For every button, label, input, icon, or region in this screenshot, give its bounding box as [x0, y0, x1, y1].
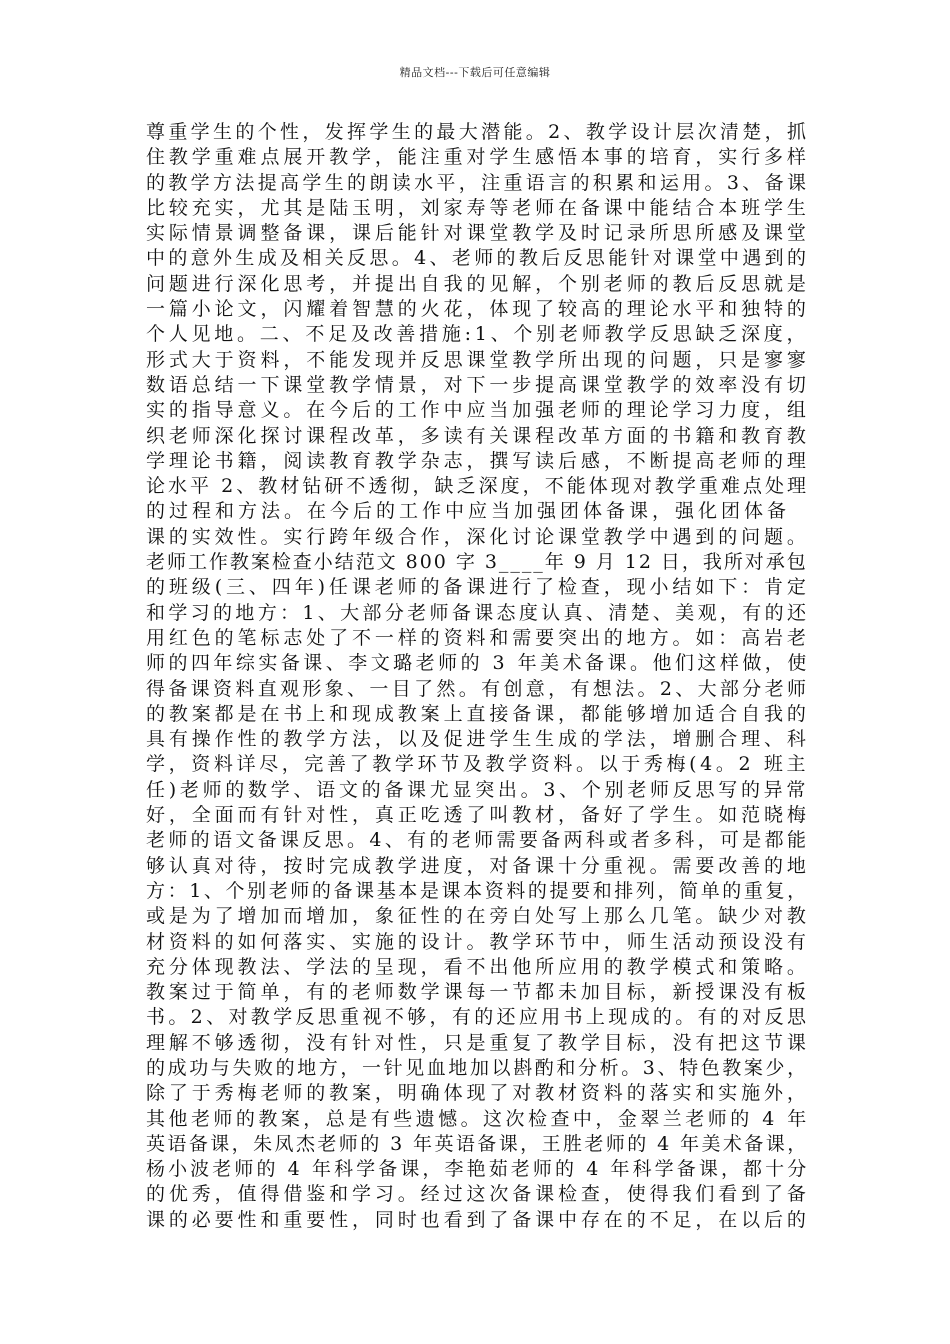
text-line: 具有操作性的教学方法，以及促进学生生成的学法，增删合理、科: [146, 728, 810, 751]
text-line: 一篇小论文，闪耀着智慧的火花，体现了较高的理论水平和独特的: [146, 298, 810, 321]
text-line: 实际情景调整备课，课后能针对课堂教学及时记录所思所感及课堂: [146, 222, 810, 245]
text-line: 织老师深化探讨课程改革，多读有关课程改革方面的书籍和教育教: [146, 424, 810, 447]
text-line: 比较充实，尤其是陆玉明，刘家寿等老师在备课中能结合本班学生: [146, 196, 810, 219]
text-line: 的教学方法提高学生的朗读水平，注重语言的积累和运用。3、备课: [146, 171, 810, 194]
text-line: 和学习的地方：1、大部分老师备课态度认真、清楚、美观，有的还: [146, 601, 810, 624]
text-line: 书。2、对教学反思重视不够，有的还应用书上现成的。有的对反思: [146, 1006, 810, 1029]
text-line: 个人见地。二、不足及改善措施:1、个别老师教学反思缺乏深度，: [146, 323, 810, 346]
text-line: 够认真对待，按时完成教学进度，对备课十分重视。需要改善的地: [146, 854, 810, 877]
text-line: 充分体现教法、学法的呈现，看不出他所应用的教学模式和策略。: [146, 955, 810, 978]
text-line: 用红色的笔标志处了不一样的资料和需要突出的地方。如：高岩老: [146, 626, 810, 649]
text-line: 中的意外生成及相关反思。4、老师的教后反思能针对课堂中遇到的: [146, 247, 810, 270]
text-line: 数语总结一下课堂教学情景，对下一步提高课堂教学的效率没有切: [146, 373, 810, 396]
text-line: 课的必要性和重要性，同时也看到了备课中存在的不足，在以后的: [146, 1208, 810, 1231]
text-line: 材资料的如何落实、实施的设计。教学环节中，师生活动预设没有: [146, 930, 810, 953]
text-line: 的班级(三、四年)任课老师的备课进行了检查，现小结如下：肯定: [146, 576, 810, 599]
text-line: 尊重学生的个性，发挥学生的最大潜能。2、教学设计层次清楚，抓: [146, 121, 810, 143]
page-header: 精品文档---下载后可任意编辑: [399, 66, 551, 79]
text-line: 问题进行深化思考，并提出自我的见解，个别老师的教后反思就是: [146, 272, 810, 295]
text-line: 或是为了增加而增加，象征性的在旁白处写上那么几笔。缺少对教: [146, 905, 810, 928]
text-line: 住教学重难点展开教学，能注重对学生感悟本事的培育，实行多样: [146, 146, 810, 169]
text-line: 学理论书籍，阅读教育教学杂志，撰写读后感，不断提高老师的理: [146, 449, 810, 472]
text-line: 除了于秀梅老师的教案，明确体现了对教材资料的落实和实施外，: [146, 1082, 810, 1105]
text-line: 老师的语文备课反思。4、有的老师需要备两科或者多科，可是都能: [146, 829, 810, 852]
document-body: [146, 120, 810, 1233]
text-line: 好，全面而有针对性，真正吃透了叫教材，备好了学生。如范晓梅: [146, 804, 810, 827]
text-line: 论水平 2、教材钻研不透彻，缺乏深度，不能体现对教学重难点处理: [146, 475, 810, 498]
text-line: 教案过于简单，有的老师数学课每一节都未加目标，新授课没有板: [146, 981, 810, 1004]
text-line: 师的四年综实备课、李文璐老师的 3 年美术备课。他们这样做，使: [146, 652, 810, 675]
text-line: 得备课资料直观形象、一目了然。有创意，有想法。2、大部分老师: [146, 677, 810, 700]
text-line: 课的实效性。实行跨年级合作，深化讨论课堂教学中遇到的问题。: [146, 525, 810, 548]
text-line: 杨小波老师的 4 年科学备课，李艳茹老师的 4 年科学备课，都十分: [146, 1158, 810, 1181]
text-line: 实的指导意义。在今后的工作中应当加强老师的理论学习力度，组: [146, 399, 810, 422]
text-line: 的教案都是在书上和现成教案上直接备课，都能够增加适合自我的: [146, 702, 810, 725]
text-line: 理解不够透彻，没有针对性，只是重复了教学目标，没有把这节课: [146, 1031, 810, 1054]
text-line: 的过程和方法。在今后的工作中应当加强团体备课，强化团体备: [146, 500, 791, 523]
text-line: 的成功与失败的地方，一针见血地加以斟酌和分析。3、特色教案少，: [146, 1056, 809, 1079]
text-line: 形式大于资料，不能发现并反思课堂教学所出现的问题，只是寥寥: [146, 348, 810, 371]
text-line: 学，资料详尽，完善了教学环节及教学资料。以于秀梅(4。2 班主: [146, 753, 810, 776]
text-line: 任)老师的数学、语文的备课尤显突出。3、个别老师反思写的异常: [146, 778, 810, 801]
text-line: 老师工作教案检查小结范文 800 字 3____年 9 月 12 日，我所对承包: [146, 551, 808, 574]
text-line: 的优秀，值得借鉴和学习。经过这次备课检查，使得我们看到了备: [146, 1183, 810, 1206]
text-line: 英语备课，朱凤杰老师的 3 年英语备课，王胜老师的 4 年美术备课，: [146, 1132, 809, 1155]
text-line: 其他老师的教案，总是有些遗憾。这次检查中，金翠兰老师的 4 年: [146, 1107, 810, 1130]
text-line: 方：1、个别老师的备课基本是课本资料的提要和排列，简单的重复，: [146, 879, 809, 902]
